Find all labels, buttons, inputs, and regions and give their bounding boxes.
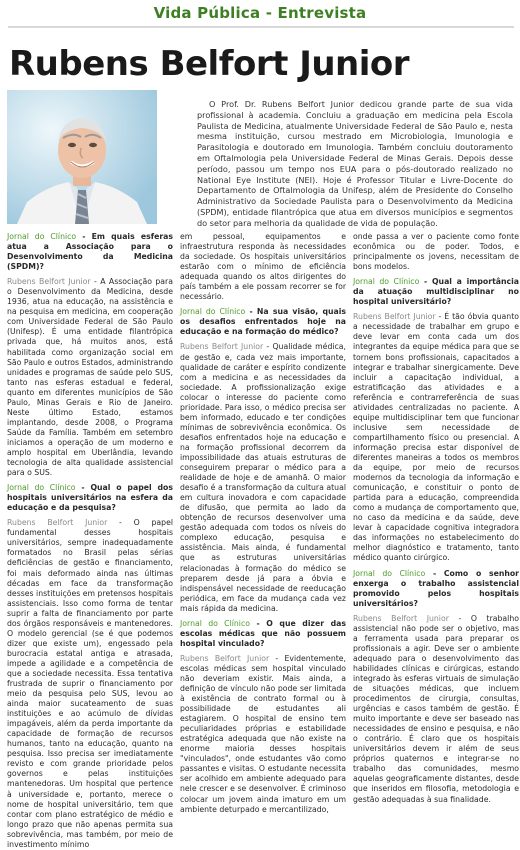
- column-2: [180, 232, 347, 814]
- answer: [180, 342, 346, 613]
- portrait-photo: [7, 90, 157, 224]
- question: [180, 619, 346, 649]
- question: [7, 483, 173, 513]
- header-divider: [8, 26, 514, 28]
- question-text: - Qual o papel dos hospitais universitários na esfera da educação e da pesquisa?: [7, 483, 173, 513]
- question-label: Jornal do Clínico: [353, 277, 420, 287]
- answer-text: - É tão óbvia quanto a necessidade de trabalhar em grupo e deve levar em conta cada um dos integrantes da equipe médica para que se tornem bons profissionais, capacitados a integrar e trabalhar sinergicamente. Deve incluir a capacitação individual, a estratificação das atividades e a referência e contrarreferência de suas atividades centralizadas no paciente. A equipe multidisciplinar tem que funcionar inclusive sem necessidade de compartilhamento físico ou presencial. A informação precisa estar disponível de diferentes maneiras a todos os membros da equipe, por meio de recursos modernos da tecnologia da informação e comunicação, e constituir o ponto de partida para a educação, compreendida como a mudança de comportamento que, no caso da medicina e da saúde, deve levar à capacidade cognitiva integradora das informações no estabelecimento do melhor diagnóstico e tratamento, tanto médico quanto cirúrgico.: [353, 312, 519, 563]
- answer-text: - Evidentemente, escolas médicas sem hospital vinculado não deveriam existir. Mais ainda, a definição de vínculo não pode ser limitada à existência de contrato formal ou à possibilidade de estudantes ali estagiarem. O hospital de ensino tem peculiaridades próprias e estabilidade estratégica adequada que não existe na enorme maioria desses hospitais "vinculados", onde estudantes vão como passantes e visitas. O estudante necessita ser acolhido em ambiente adequado para nele crescer e se desenvolver. É criminoso colocar um jovem ainda imaturo em um ambiente deturpado e mercantilizado,: [180, 653, 346, 814]
- answer: [353, 312, 519, 563]
- question-text: - Na sua visão, quais os desafios enfrentados hoje na educação e na formação do médico?: [180, 307, 347, 337]
- answer: [7, 277, 173, 478]
- intro-text: O Prof. Dr. Rubens Belfort Junior dedicou grande parte de sua vida profissional à academia. Concluiu a graduação em medicina pela Escola Paulista de Medicina, atualmente Universidade Federal de São Paulo e, nesta mesma instituição, cursou mestrado em Microbiologia, Imunologia e Parasitologia e doutorado em Imunologia. Também concluiu doutoramento em Oftalmologia pela Universidade Federal de Minas Gerais. Depois desse período, passou um tempo nos EUA para o pós-doutorado realizado no National Eye Institute (NEI). Hoje é Professor Titular e Livre-Docente do Departamento de Oftalmologia da Unifesp, além de Presidente do Conselho Administrativo da Sociedade Paulista para o Desenvolvimento da Medicina (SPDM), entidade filantrópica que atua em diversos municípios e segmentos do setor para melhoria da qualidade de vida de população.: [197, 99, 513, 228]
- question-text: - Em quais esferas atua a Associação para o Desenvolvimento da Medicina (SPDM)?: [7, 232, 173, 272]
- article-headline: Rubens Belfort Junior: [9, 44, 410, 84]
- answer-label: Rubens Belfort Junior: [353, 312, 436, 322]
- question: [353, 277, 519, 307]
- intro-paragraph: [197, 99, 513, 229]
- answer-label: Rubens Belfort Junior: [180, 342, 264, 352]
- question-text: - O que dizer das escolas médicas que não possuem hospital vinculado?: [180, 618, 346, 648]
- answer-text: - O trabalho assistencial não pode ser o objetivo, mas a ferramenta usada para preparar os profissionais a agir. Deve ser o ambiente adequado para o desenvolvimento das habilidades clínicas e cirúrgicas, estando integrado às esferas virtuais de simulação de situações médicas, que incluem procedimentos de cirurgia, consultas, urgências e casos também de gestão. É muito importante e deve ser baseado nas necessidades de ensino e pesquisa, e não o contrário. É claro que os hospitais universitários devem ir além de seus próprios quaternos e integrar-se no trabalho das comunidades, mesmo aquelas geograficamente distantes, desde que inseridos em filosofia, metodologia e gestão adequadas à sua finalidade.: [353, 613, 519, 804]
- answer-label: Rubens Belfort Junior: [180, 653, 270, 663]
- question-text: - Qual a importância da atuação multidisciplinar no hospital universitário?: [353, 277, 519, 307]
- answer-label: Rubens Belfort Junior: [353, 613, 449, 623]
- column-1: [7, 232, 173, 849]
- question: [180, 307, 346, 337]
- answer-text: - A Associação para o Desenvolvimento da Medicina, desde 1936, atua na educação, na assistência e na pesquisa em medicina, em cooperação com Universidade Federal de São Paulo (Unifesp). É uma entidade filantrópica privada que, há muitos anos, está habilitada como organização social em São Paulo e outros Estados, administrando unidades e programas de saúde pelo SUS, tanto nas esferas estadual e federal, quanto em diferentes municípios de São Paulo, Minas Gerais e Rio de Janeiro. Neste último Estado, estamos implantando, desde 2008, o Programa Saúde da Família. Também em setembro iniciamos a operação de um moderno e amplo hospital em Uberlândia, levando tecnologia de alta qualidade assistencial para o SUS.: [7, 277, 173, 478]
- question-label: Jornal do Clínico: [180, 307, 246, 317]
- continued-text: em pessoal, equipamentos e infraestrutura responda às necessidades da sociedade. Os hospitais universitários estarão com o mínimo de eficiência adequada quando os altos dirigentes do país também a ele possam recorrer se for necessário.: [180, 232, 346, 302]
- question: [353, 569, 519, 609]
- answer-text: - Qualidade médica, de gestão e, cada vez mais importante, qualidade de caráter e espírito condizente com a medicina e as necessidades da sociedade. A profissionalização exige colocar o interesse do paciente como prioridade. Para isso, o médico precisa ser bem informado, educado e ter condições mínimas de sobrevivência econômica. Os desafios enfrentados hoje na educação e na formação profissional decorrem da impossibilidade das atuais estruturas de conseguirem preparar o médico para a realidade de hoje e de amanhã. O maior desafio é a transformação da cultura atual em cultura inovadora e com capacidade de difusão, que permita ao lado da obtenção de recursos desenvolver uma gestão adequada com todos os níveis do complexo educação, pesquisa e assistência. Mais ainda, é fundamental que as estruturas universitárias relacionadas à formação do médico se preparem desde já para a óbvia e indispensável necessidade de reeducação periódica, em face da mudança cada vez mais rápida da medicina.: [180, 342, 346, 613]
- section-header: Vida Pública - Entrevista: [153, 4, 367, 22]
- answer-label: Rubens Belfort Junior: [7, 518, 108, 528]
- answer: [180, 654, 346, 815]
- answer: [7, 518, 173, 850]
- answer-label: Rubens Belfort Junior: [7, 277, 91, 287]
- question: [7, 232, 173, 272]
- column-3: [353, 232, 520, 804]
- question-label: Jornal do Clínico: [7, 232, 77, 241]
- continued-text: onde passa a ver o paciente como fonte econômica ou de poder. Todos, e principalmente os jovens, necessitam de bons modelos.: [353, 232, 519, 272]
- portrait-illustration: [7, 90, 157, 224]
- answer-text: - O papel fundamental desses hospitais universitários, sempre inadequadamente formatados no Brasil pelas sérias deficiências de gestão e financiamento, foi mais deformado ainda nas últimas décadas em face da transformação desses instituições em pretensos hospitais assistenciais. Isso como forma de tentar suprir a falta de financiamento por parte dos órgãos responsáveis e mantenedores. O modelo gerencial (se é que podemos dizer que existe um), engessado pela burocracia estatal antiga e atrasada, impede a agilidade e a competência de que a sociedade necessita. Essa tentativa frustrada de suprir o financiamento por meio da pesquisa pelo SUS, levou ao ainda maior sucateamento de suas instituições e ao acúmulo de dívidas impagáveis, além da perda importante da capacidade de formação de recursos humanos, tanto na educação, quanto na pesquisa. Isso precisa ser imediatamente revisto e com grande prioridade pelos governos e pelas instituições mantenedoras. Um hospital que pertence à universidade e, portanto, merece o nome de hospital universitário, tem que contar com plano estratégico de médio e longo prazo que não apenas permita sua sobrevivência, mas também, por meio de investimento mínimo: [7, 518, 173, 849]
- question-label: Jornal do Clínico: [353, 568, 426, 578]
- question-text: - Como o senhor enxerga o trabalho assistencial promovido pelos hospitais universitários?: [353, 568, 520, 608]
- question-label: Jornal do Clínico: [180, 618, 250, 628]
- question-label: Jornal do Clínico: [7, 483, 76, 493]
- answer: [353, 614, 519, 805]
